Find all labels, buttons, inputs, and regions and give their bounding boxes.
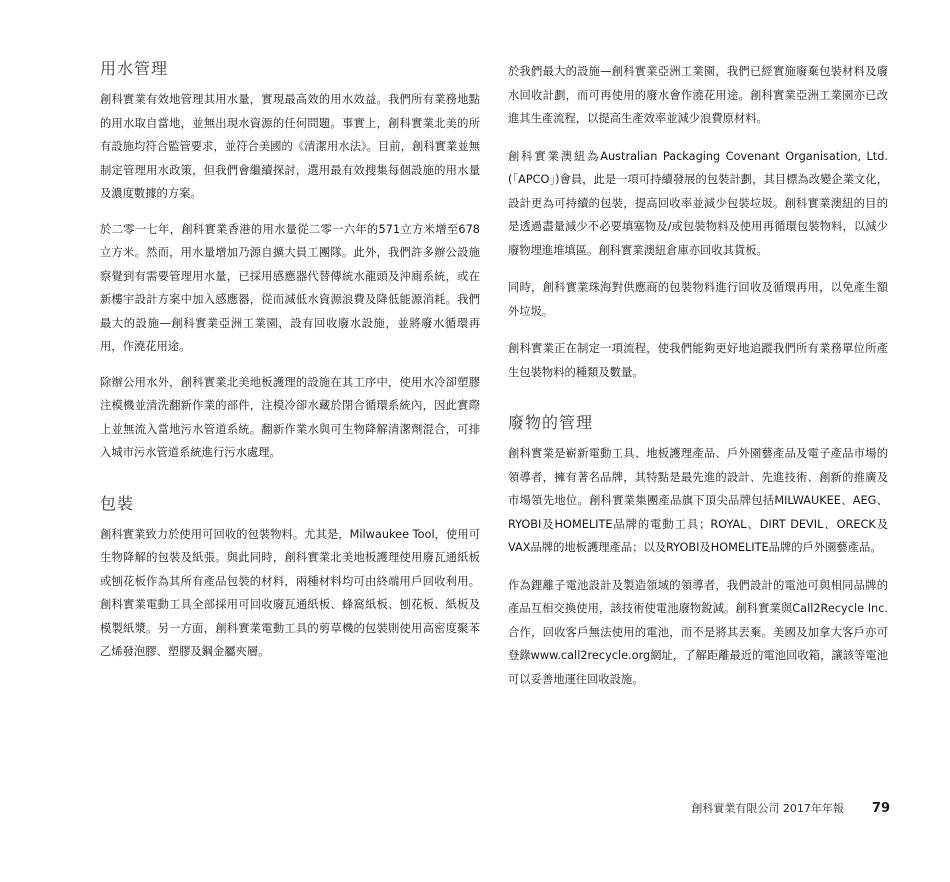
packaging-paragraph-3: 創科實業澳紐為Australian Packaging Covenant Organisation, Ltd.(「APCO」)會員，此是一項可持續發展的包裝計劃，其目標為改變企業文化，設計更為可持續的包裝，提高回收率並減少包裝垃圾。創科實業澳紐的目的是透過盡量減少不必要填塞物及/或包裝物料及使用再循環包裝物料，以減少廢物埋進堆填區。創科實業澳紐倉庫亦回收其貨板。 <box>508 149 888 257</box>
water-paragraph-2: 於二零一七年，創科實業香港的用水量從二零一六年的571立方米增至678立方米。然而，用水量增加乃源自擴大員工團隊。此外，我們許多辦公設施察覺到有需要管理用水量，已採用感應器代替傳統水龍頭及沖廁系統，或在新樓宇設計方案中加入感應器，從而減低水資源浪費及降低能源消耗。我們最大的設施—創科實業亞洲工業園，設有回收廢水設施，並將廢水循環再用，作澆花用途。 <box>100 222 480 353</box>
waste-management-heading: 廢物的管理 <box>508 413 594 432</box>
page-footer <box>691 800 890 816</box>
packaging-paragraph-4: 同時，創科實業珠海對供應商的包裝物料進行回收及循環再用，以免產生額外垃圾。 <box>508 281 888 318</box>
water-paragraph-1: 創科實業有效地管理其用水量，實現最高效的用水效益。我們所有業務地點的用水取自當地，並無出現水資源的任何問題。事實上，創科實業北美的所有設施均符合監管要求，並符合美國的《清潔用水法》。目前，創科實業並無制定管理用水政策，但我們會繼續探討，選用最有效搜集每個設施的用水量及濃度數據的方案。 <box>100 93 480 200</box>
packaging-paragraph-2: 於我們最大的設施—創科實業亞洲工業園，我們已經實施廢棄包裝材料及廢水回收計劃，而可再使用的廢水會作澆花用途。創科實業亞洲工業園亦已改進其生產流程，以提高生產效率並減少浪費原材料。 <box>508 65 888 125</box>
page-number: 79 <box>871 801 890 816</box>
packaging-section <box>100 493 480 664</box>
left-column <box>100 58 480 664</box>
water-paragraph-3: 除辦公用水外，創科實業北美地板護理的設施在其工序中，使用水冷卻塑膠注模機並清洗翻新作業的部件，注模冷卻水藏於閉合循環系統內，因此實際上並無流入當地污水管道系統。翻新作業水與可生物降解清潔劑混合，可排入城市污水管道系統進行污水處理。 <box>100 375 480 459</box>
right-column <box>508 60 888 691</box>
water-management-section <box>100 58 480 465</box>
waste-paragraph-2: 作為鋰離子電池設計及製造領域的領導者，我們設計的電池可與相同品牌的產品互相交換使用，該技術使電池廢物銳減。創科實業與Call2Recycle Inc.合作，回收客戶無法使用的電池，而不是將其丟棄。美國及加拿大客戶亦可登錄www.call2recycle.org網址，了解距離最近的電池回收箱，讓該等電池可以妥善地運往回收設施。 <box>508 578 888 686</box>
water-management-heading: 用水管理 <box>100 59 169 78</box>
waste-management-section <box>508 412 888 691</box>
waste-paragraph-1: 創科實業是嶄新電動工具、地板護理產品、戶外園藝產品及電子產品市場的領導者，擁有著名品牌，其特點是最先進的設計、先進技術、創新的推廣及市場領先地位。創科實業集團產品旗下頂尖品牌包括MILWAUKEE、AEG、RYOBI及HOMELITE品牌的電動工具；ROYAL、DIRT DEVIL、ORECK及VAX品牌的地板護理產品；以及RYOBI及HOMELITE品牌的戶外園藝產品。 <box>508 447 888 554</box>
packaging-paragraph-1: 創科實業致力於使用可回收的包裝物料。尤其是，Milwaukee Tool，使用可生物降解的包裝及紙張。與此同時，創科實業北美地板護理使用廢瓦通紙板或刨花板作為其所有產品包裝的材料，兩種材料均可由終端用戶回收利用。創科實業電動工具全部採用可回收廢瓦通紙板、蜂窩紙板、刨花板、紙板及模製紙漿。另一方面，創科實業電動工具的剪草機的包裝則使用高密度聚苯乙烯發泡膠、塑膠及鋼金屬夾層。 <box>100 527 480 658</box>
report-title: 創科實業有限公司 2017年年報 <box>691 802 844 815</box>
packaging-paragraph-5: 創科實業正在制定一項流程，使我們能夠更好地追蹤我們所有業務單位所產生包裝物料的種類及數量。 <box>508 342 888 379</box>
packaging-heading: 包裝 <box>100 493 135 513</box>
packaging-continued-section <box>508 60 888 384</box>
